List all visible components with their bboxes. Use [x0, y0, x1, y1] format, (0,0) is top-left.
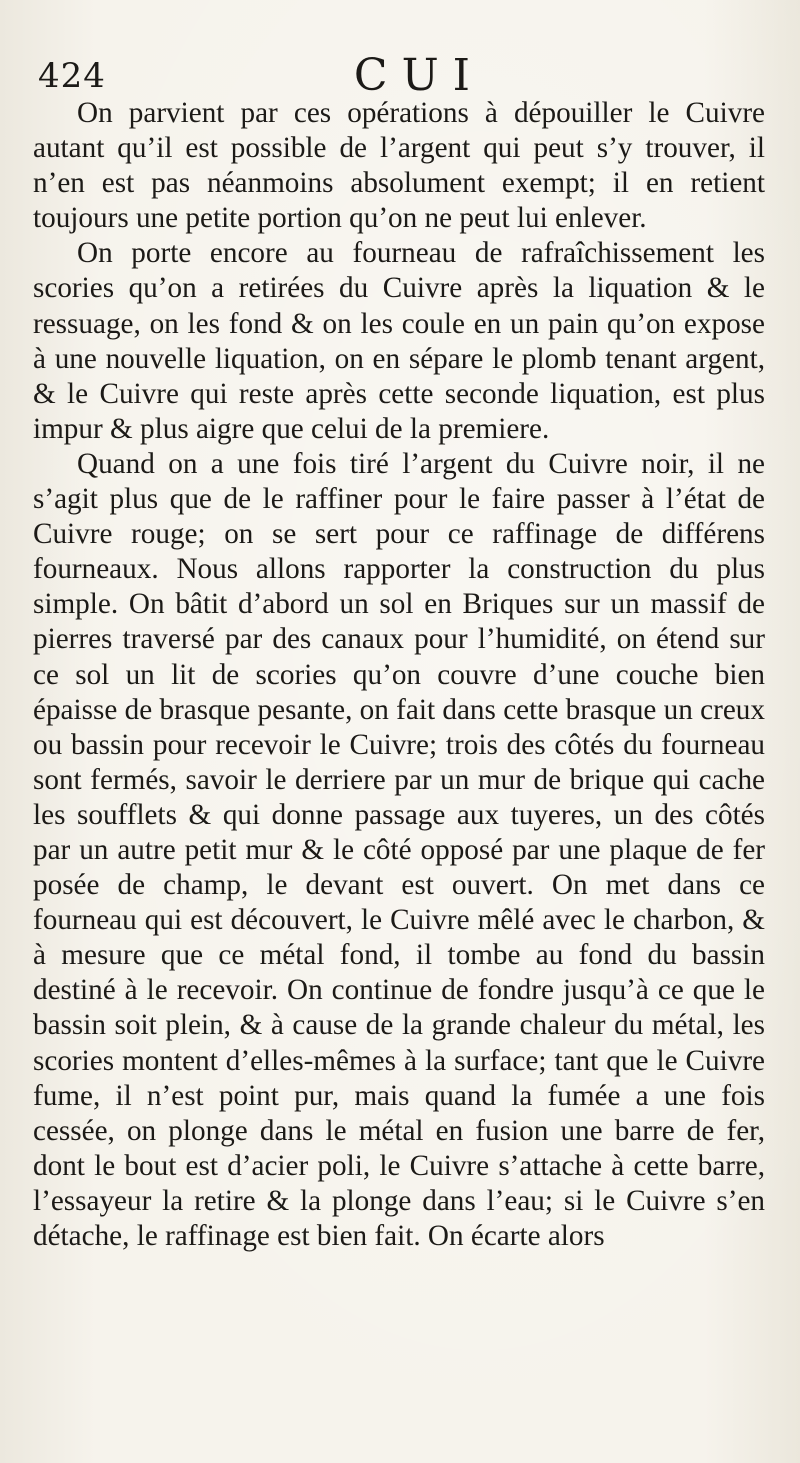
running-head: CUI: [353, 50, 485, 101]
paragraph-3: Quand on a une fois tiré l’argent du Cuivre noir, il ne s’agit plus que de le raffiner pour le faire passer à l’état de Cuivre rouge; on se sert pour ce raffinage de différens fourneaux. Nous allons rapporter la construction du plus simple. On bâtit d’abord un sol en Briques sur un massif de pierres traversé par des canaux pour l’humidité, on étend sur ce sol un lit de scories qu’on couvre d’une couche bien épaisse de brasque pesante, on fait dans cette brasque un creux ou bassin pour recevoir le Cuivre; trois des côtés du fourneau sont fermés, savoir le derriere par un mur de brique qui cache les soufflets & qui donne passage aux tuyeres, un des côtés par un autre petit mur & le côté opposé par une plaque de fer posée de champ, le devant est ouvert. On met dans ce fourneau qui est découvert, le Cuivre mêlé avec le charbon, & à mesure que ce métal fond, il tombe au fond du bassin destiné à le recevoir. On continue de fondre jusqu’à ce que le bassin soit plein, & à cause de la grande chaleur du métal, les scories montent d’elles-mêmes à la surface; tant que le Cuivre fume, il n’est point pur, mais quand la fumée a une fois cessée, on plonge dans le métal en fusion une barre de fer, dont le bout est d’acier poli, le Cuivre s’attache à cette barre, l’essayeur la retire & la plonge dans l’eau; si le Cuivre s’en détache, le raffinage est bien fait. On écarte alors: [33, 447, 765, 1252]
paragraph-1: On parvient par ces opérations à dépouiller le Cuivre autant qu’il est possible de l’argent qui peut s’y trouver, il n’en est pas néanmoins absolument exempt; il en retient toujours une petite portion qu’on ne peut lui enlever.: [33, 97, 765, 235]
paragraph-2: On porte encore au fourneau de rafraîchissement les scories qu’on a retirées du Cuivre après la liquation & le ressuage, on les fond & on les coule en un pain qu’on expose à une nouvelle liquation, on en sépare le plomb tenant argent, & le Cuivre qui reste après cette seconde liquation, est plus impur & plus aigre que celui de la premiere.: [33, 237, 765, 445]
page-number: 424: [38, 56, 106, 96]
body-text: [33, 96, 765, 1254]
